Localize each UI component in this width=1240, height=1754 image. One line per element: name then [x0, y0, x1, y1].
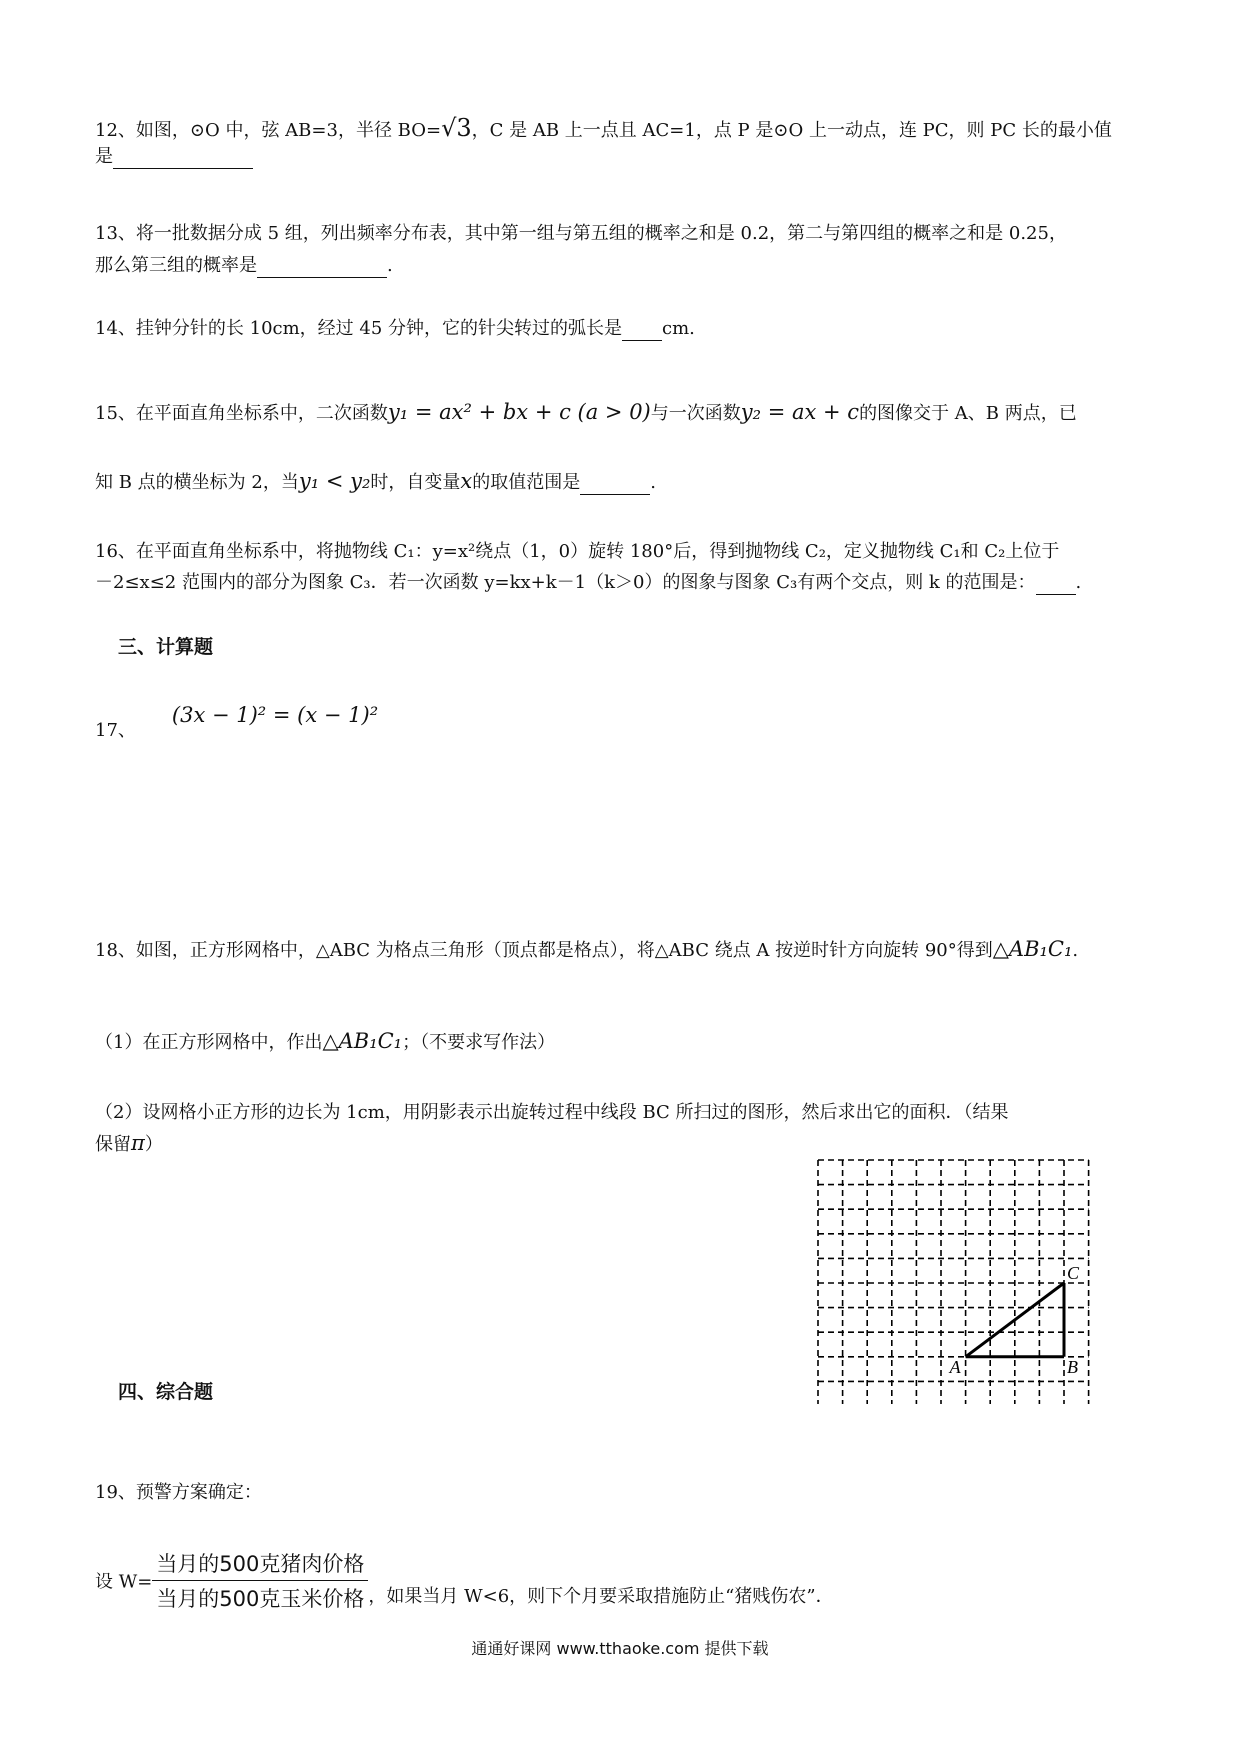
vertex-label-b: B	[1067, 1356, 1078, 1377]
question-18-part-2-line-1	[95, 1101, 1009, 1125]
fraction-numerator: 当月的500克猪肉价格	[152, 1548, 368, 1581]
q19-text-a: 19、预警方案确定：	[95, 1482, 262, 1503]
q13-answer-blank[interactable]	[257, 257, 387, 278]
section-3-heading: 三、计算题	[118, 636, 214, 658]
q15-text-e: 时，自变量	[370, 472, 461, 493]
q12-text-c: 是	[95, 146, 113, 167]
q15-text-c: 的图像交于 A、B 两点，已	[859, 403, 1077, 424]
question-18-part-2-line-2	[95, 1131, 163, 1157]
question-14-line	[95, 317, 695, 341]
q18-part1-text-b: ；（不要求写作法）	[402, 1032, 556, 1053]
question-17-line	[95, 703, 379, 743]
fraction-denominator: 当月的500克玉米价格	[156, 1587, 365, 1611]
q14-answer-blank[interactable]	[622, 320, 662, 341]
q17-equation: (3x − 1)² = (x − 1)²	[171, 703, 379, 727]
q19-prefix: 设 W=	[95, 1571, 153, 1593]
q15-answer-blank[interactable]	[580, 474, 650, 495]
vertex-label-a: A	[949, 1356, 961, 1377]
q18-triangle-formula: △AB₁C₁	[992, 937, 1073, 961]
q18-part1-text-a: （1）在正方形网格中，作出	[95, 1032, 323, 1053]
q15-text-b: 与一次函数	[650, 403, 741, 424]
q18-part2-text-c: ）	[144, 1134, 163, 1155]
question-19-heading	[95, 1481, 262, 1505]
question-13-line-1	[95, 222, 1067, 246]
question-15-line-1	[95, 400, 1077, 426]
q14-text-a: 14、挂钟分针的长 10cm，经过 45 分钟，它的针尖转过的弧长是	[95, 318, 623, 339]
x-variable: x	[460, 469, 473, 493]
question-12-line-2	[95, 145, 253, 169]
question-19-formula-line	[95, 1548, 834, 1613]
question-16-line-1	[95, 540, 1059, 564]
inequality-formula: y₁ < y₂	[298, 469, 371, 493]
q12-answer-blank[interactable]	[113, 148, 253, 169]
square-grid-figure	[812, 1154, 1092, 1404]
question-13-line-2	[95, 254, 393, 278]
quadratic-formula: y₁ = ax² + bx + c (a > 0)	[387, 400, 651, 424]
q16-text-b: －2≤x≤2 范围内的部分为图象 C₃．若一次函数 y=kx+k－1（k＞0）的图象与图象 C₃有两个交点，则 k 的范围是：	[95, 572, 1036, 593]
q18-part2-text-a: （2）设网格小正方形的边长为 1cm，用阴影表示出旋转过程中线段 BC 所扫过的图形，然后求出它的面积．（结果	[95, 1102, 1009, 1123]
section-4-heading: 四、综合题	[118, 1381, 214, 1403]
q17-label: 17、	[95, 720, 136, 741]
q12-text-a: 12、如图，⊙O 中，弦 AB=3，半径 BO=	[95, 120, 442, 141]
w-fraction	[152, 1548, 368, 1613]
q16-answer-blank[interactable]	[1036, 574, 1076, 595]
page-footer: 通通好课网 www.tthaoke.com 提供下载	[471, 1639, 769, 1658]
sqrt-3-formula: √3	[441, 114, 472, 142]
q13-text-b: 那么第三组的概率是	[95, 255, 257, 276]
pi-symbol: π	[131, 1131, 145, 1155]
q18-part1-formula: △AB₁C₁	[322, 1029, 403, 1053]
q13-text-c: .	[387, 255, 393, 276]
q13-text-a: 13、将一批数据分成 5 组，列出频率分布表，其中第一组与第五组的概率之和是 0.2，第二与第四组的概率之和是 0.25，	[95, 223, 1067, 244]
q18-text-b: .	[1072, 940, 1079, 961]
q18-part2-text-b: 保留	[95, 1134, 131, 1155]
question-15-line-2	[95, 469, 656, 495]
question-18-part-1	[95, 1029, 555, 1055]
q16-text-a: 16、在平面直角坐标系中，将抛物线 C₁：y=x²绕点（1，0）旋转 180°后，得到抛物线 C₂，定义抛物线 C₁和 C₂上位于	[95, 541, 1060, 562]
q15-text-a: 15、在平面直角坐标系中，二次函数	[95, 403, 388, 424]
question-12-line-1	[95, 116, 1112, 143]
q15-text-g: .	[650, 472, 656, 493]
q19-text-b: ，如果当月 W<6，则下个月要采取措施防止“猪贱伤农”．	[368, 1585, 834, 1607]
q12-text-b: ，C 是 AB 上一点且 AC=1，点 P 是⊙O 上一动点，连 PC，则 PC 长的最小值	[471, 120, 1112, 141]
linear-formula: y₂ = ax + c	[740, 400, 860, 424]
q15-text-f: 的取值范围是	[472, 472, 581, 493]
q16-text-c: .	[1075, 572, 1082, 593]
q15-text-d: 知 B 点的横坐标为 2，当	[95, 472, 299, 493]
q18-text-a: 18、如图，正方形网格中，△ABC 为格点三角形（顶点都是格点），将△ABC 绕点 A 按逆时针方向旋转 90°得到	[95, 940, 993, 961]
question-16-line-2	[95, 571, 1081, 595]
q14-text-b: cm.	[662, 318, 695, 339]
question-18-line	[95, 937, 1078, 963]
vertex-label-c: C	[1067, 1263, 1080, 1283]
